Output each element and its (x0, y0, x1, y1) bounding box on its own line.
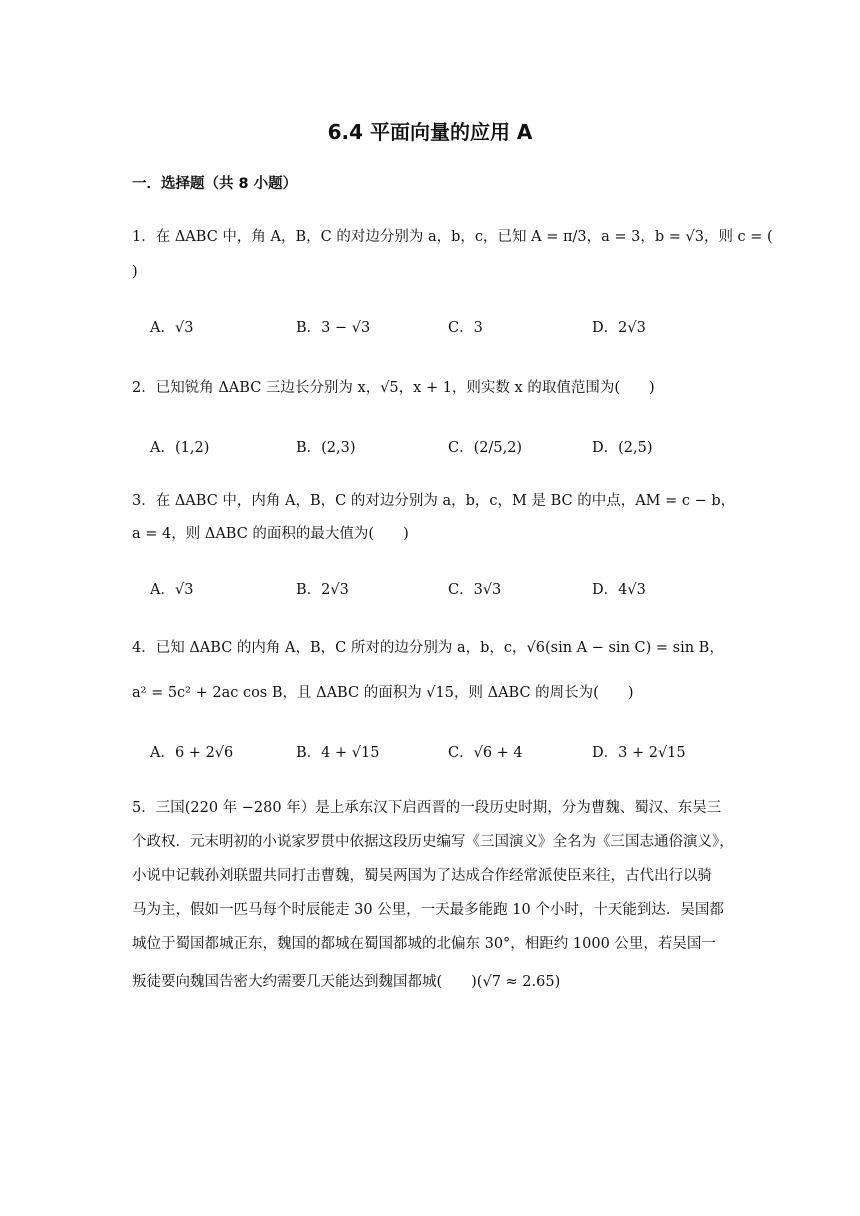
question-4-option-b: B．4 + √15 (296, 745, 380, 761)
question-5-line-4: 马为主，假如一匹马每个时辰能走 30 公里，一天最多能跑 10 个小时，十天能到达．吴国都 (132, 902, 724, 918)
question-5-line-5: 城位于蜀国都城正东，魏国的都城在蜀国都城的北偏东 30°，相距约 1000 公里，若吴国一 (132, 936, 716, 952)
question-2-option-d: D．(2,5) (592, 440, 653, 456)
question-2-option-c: C．(2/5,2) (448, 440, 523, 456)
question-3-option-a: A．√3 (150, 582, 194, 598)
question-1-option-c: C．3 (448, 320, 483, 336)
question-3-option-c: C．3√3 (448, 582, 502, 598)
question-4-option-d: D．3 + 2√15 (592, 745, 686, 761)
question-1-option-a: A．√3 (150, 320, 194, 336)
page-title: 6.4 平面向量的应用 A (327, 120, 533, 144)
question-2-line-1: 2．已知锐角 ΔABC 三边长分别为 x，√5，x + 1，则实数 x 的取值范围为( ) (132, 380, 655, 396)
question-4-option-a: A．6 + 2√6 (150, 745, 234, 761)
question-1-line-1: 1．在 ΔABC 中，角 A，B，C 的对边分别为 a，b，c，已知 A = π/3，a = 3，b = √3，则 c = ( (132, 229, 773, 245)
question-2-option-a: A．(1,2) (150, 440, 210, 456)
question-4-option-c: C．√6 + 4 (448, 745, 523, 761)
question-3-line-1: 3．在 ΔABC 中，内角 A，B，C 的对边分别为 a，b，c，M 是 BC 的中点，AM = c − b， (132, 493, 736, 509)
question-5-line-1: 5．三国(220 年 −280 年）是上承东汉下启西晋的一段历史时期，分为曹魏、蜀汉、东吴三 (132, 800, 722, 816)
question-3-option-d: D．4√3 (592, 582, 646, 598)
question-5-line-2: 个政权．元末明初的小说家罗贯中依据这段历史编写《三国演义》全名为《三国志通俗演义》， (132, 834, 734, 850)
question-4-line-1: 4．已知 ΔABC 的内角 A，B，C 所对的边分别为 a，b，c，√6(sin A − sin C) = sin B， (132, 640, 724, 656)
question-3-line-2: a = 4，则 ΔABC 的面积的最大值为( ) (132, 526, 409, 542)
question-1-option-b: B．3 − √3 (296, 320, 371, 336)
question-1-line-2: ) (132, 264, 138, 280)
section-heading: 一．选择题（共 8 小题） (132, 176, 298, 192)
question-5-line-6: 叛徒要向魏国告密大约需要几天能达到魏国都城( )(√7 ≈ 2.65) (132, 974, 561, 990)
question-2-option-b: B．(2,3) (296, 440, 356, 456)
question-3-option-b: B．2√3 (296, 582, 349, 598)
question-5-line-3: 小说中记载孙刘联盟共同打击曹魏，蜀吴两国为了达成合作经常派使臣来往，古代出行以骑 (132, 868, 712, 884)
question-4-line-2: a² = 5c² + 2ac cos B，且 ΔABC 的面积为 √15，则 ΔABC 的周长为( ) (132, 685, 634, 701)
question-1-option-d: D．2√3 (592, 320, 646, 336)
